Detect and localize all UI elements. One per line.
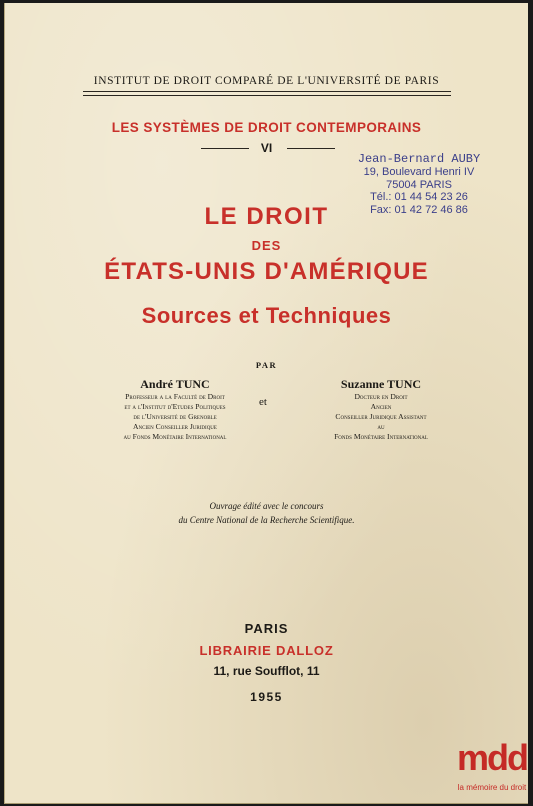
author-2-name: Suzanne TUNC bbox=[340, 377, 422, 391]
author-1 bbox=[75, 377, 275, 442]
title-line-2: DES bbox=[251, 238, 282, 253]
note-line-2: du Centre National de la Recherche Scientifique. bbox=[178, 515, 355, 525]
author-2-credential: Docteur en Droit bbox=[354, 392, 408, 401]
author-2-credential: au bbox=[377, 422, 385, 431]
author-2-credential: Fonds Monétaire International bbox=[334, 432, 428, 441]
author-1-credential: Professeur a la Faculté de Droit bbox=[125, 392, 225, 401]
author-2-credential: Conseiller Juridique Assistant bbox=[335, 412, 427, 421]
stamp-city: 75004 PARIS bbox=[386, 178, 452, 191]
mdd-logo-icon: mdd bbox=[457, 737, 527, 778]
author-1-credential: au Fonds Monétaire International bbox=[123, 432, 227, 441]
book-cover bbox=[4, 3, 528, 804]
author-1-credential: de l'Université de Grenoble bbox=[133, 412, 217, 421]
author-2-credential: Ancien bbox=[370, 402, 392, 411]
stamp-address: 19, Boulevard Henri IV bbox=[363, 165, 475, 178]
header-rule-bottom bbox=[83, 95, 451, 96]
volume-rule-right bbox=[287, 148, 335, 149]
stamp-name: Jean-Bernard AUBY bbox=[357, 152, 481, 166]
title-line-3: ÉTATS-UNIS D'AMÉRIQUE bbox=[104, 258, 429, 285]
subtitle: Sources et Techniques bbox=[141, 303, 392, 328]
header-rule-top bbox=[83, 91, 451, 92]
author-1-credential: et a l'Institut d'Etudes Politiques bbox=[124, 402, 226, 411]
mdd-tagline: la mémoire du droit bbox=[457, 783, 527, 792]
institute-line: INSTITUT DE DROIT COMPARÉ DE L'UNIVERSITÉ DE PARIS bbox=[93, 75, 440, 87]
imprint-year: 1955 bbox=[250, 690, 283, 704]
imprint-city: PARIS bbox=[244, 621, 289, 636]
publication-note bbox=[5, 499, 528, 527]
note-line-1: Ouvrage édité avec le concours bbox=[209, 501, 324, 511]
author-2 bbox=[281, 377, 481, 442]
title-line-1: LE DROIT bbox=[204, 203, 329, 230]
author-1-credential: Ancien Conseiller Juridique bbox=[133, 422, 217, 431]
mdd-watermark bbox=[452, 739, 528, 801]
stamp-phone: Tél.: 01 44 54 23 26 bbox=[370, 191, 468, 204]
stamp-fax: Fax: 01 42 72 46 86 bbox=[370, 204, 468, 217]
author-1-name: André TUNC bbox=[140, 377, 210, 391]
series-title: LES SYSTÈMES DE DROIT CONTEMPORAINS bbox=[111, 120, 422, 135]
byline: PAR bbox=[255, 360, 278, 370]
imprint-address: 11, rue Soufflot, 11 bbox=[213, 664, 320, 678]
conjunction: et bbox=[259, 396, 267, 408]
volume-number: VI bbox=[260, 141, 273, 155]
imprint-publisher: LIBRAIRIE DALLOZ bbox=[199, 643, 334, 658]
volume-rule-left bbox=[201, 148, 249, 149]
